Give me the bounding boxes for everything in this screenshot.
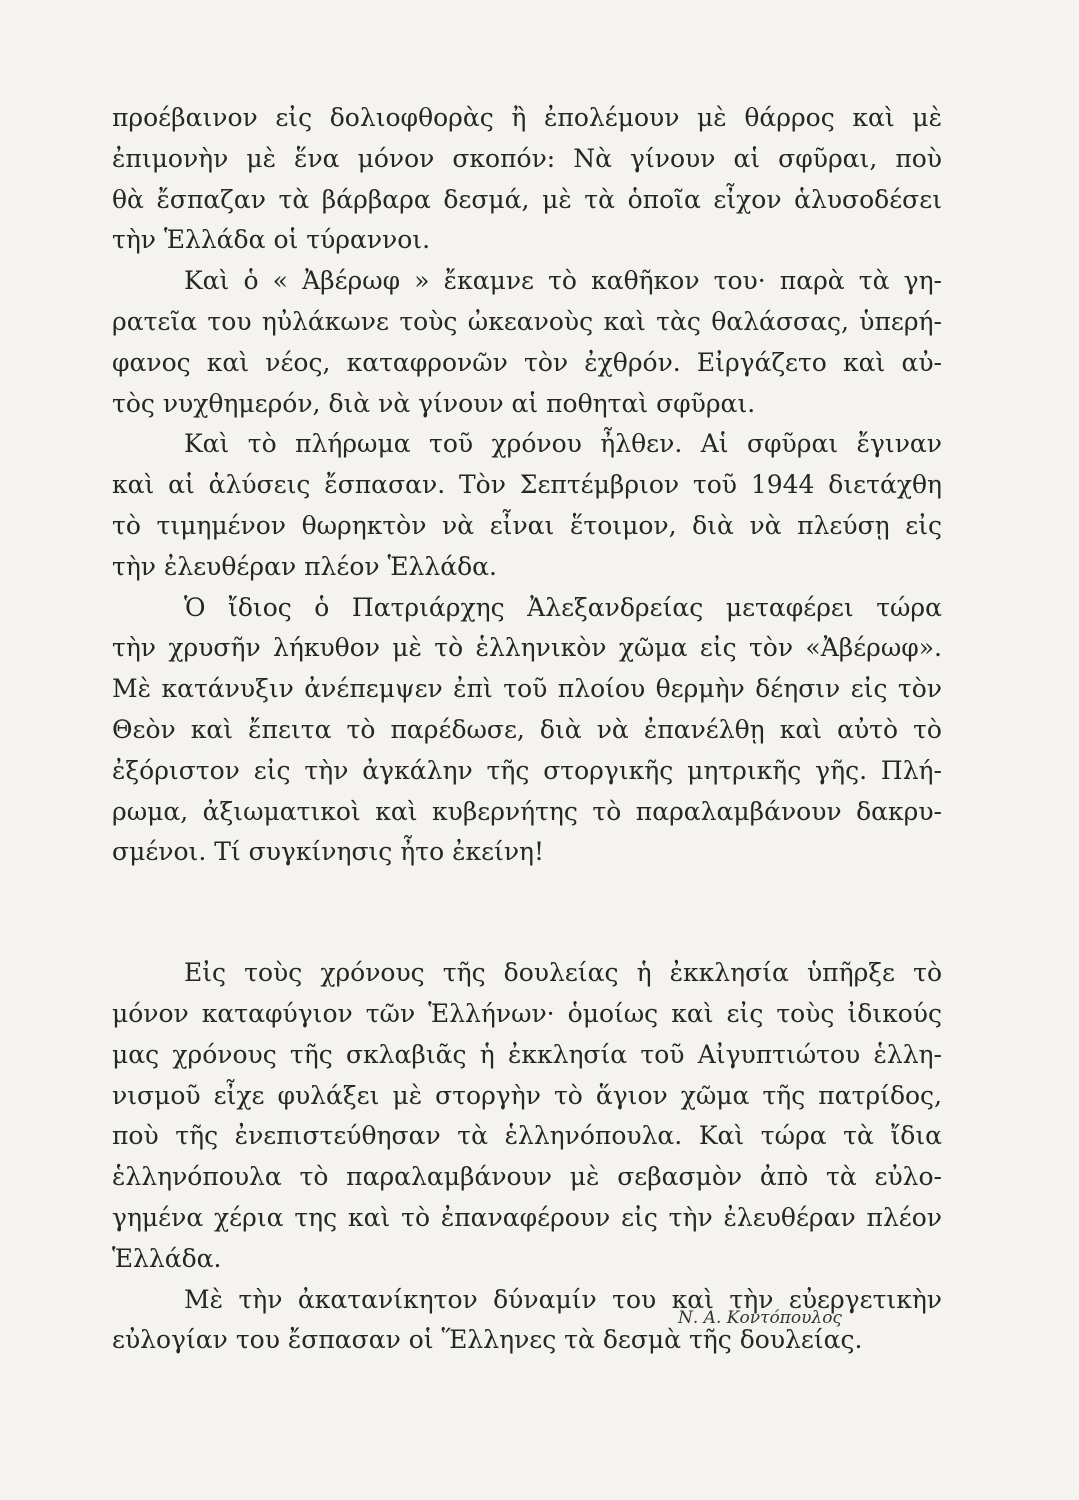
text-line: εὐλογίαν του ἔσπασαν οἱ Ἕλληνες τὰ δεσμὰ τῆς δουλείας. xyxy=(112,1325,863,1355)
text-line: τὴν χρυσῆν λήκυθον μὲ τὸ ἑλληνικὸν χῶμα εἰς τὸν «Ἀβέρωφ». xyxy=(112,633,942,663)
author-signature: Ν. Α. Κοντόπουλος xyxy=(678,1308,842,1328)
text-line: Μὲ τὴν ἀκατανίκητον δύναμίν του καὶ τὴν εὐεργετικὴν xyxy=(184,1284,942,1314)
text-line: προέβαινον εἰς δολιοφθορὰς ἢ ἐπολέμουν μὲ θάρρος καὶ μὲ xyxy=(112,103,942,132)
text-line: καὶ αἱ ἁλύσεις ἔσπασαν. Τὸν Σεπτέμβριον τοῦ 1944 διετάχθη xyxy=(112,470,942,500)
text-line: Ὁ ἴδιος ὁ Πατριάρχης Ἀλεξανδρείας μεταφέρει τώρα xyxy=(184,592,942,622)
text-line: τὴν Ἑλλάδα οἱ τύραννοι. xyxy=(112,225,431,255)
text-line: Μὲ κατάνυξιν ἀνέπεμψεν ἐπὶ τοῦ πλοίου θερμὴν δέησιν εἰς τὸν xyxy=(112,674,942,704)
section-break xyxy=(112,873,942,953)
text-line: μας χρόνους τῆς σκλαβιᾶς ἡ ἐκκλησία τοῦ Αἰγυπτιώτου ἑλλη- xyxy=(112,1039,942,1069)
paragraph-1 xyxy=(112,98,942,261)
text-line: Καὶ τὸ πλήρωμα τοῦ χρόνου ἦλθεν. Αἱ σφῦραι ἔγιναν xyxy=(184,429,942,459)
text-line: μόνον καταφύγιον τῶν Ἑλλήνων· ὁμοίως καὶ εἰς τοὺς ἰδικούς xyxy=(112,998,942,1028)
text-line: ρατεῖα του ηὐλάκωνε τοὺς ὠκεανοὺς καὶ τὰς θαλάσσας, ὑπερή- xyxy=(112,306,942,336)
text-line: φανος καὶ νέος, καταφρονῶν τὸν ἐχθρόν. Εἰργάζετο καὶ αὐ- xyxy=(112,347,942,377)
text-line: τὸ τιμημένον θωρηκτὸν νὰ εἶναι ἕτοιμον, διὰ νὰ πλεύσῃ εἰς xyxy=(112,510,942,540)
text-line: τὸς νυχθημερόν, διὰ νὰ γίνουν αἱ ποθηταὶ σφῦραι. xyxy=(112,388,756,418)
text-line: ρωμα, ἀξιωματικοὶ καὶ κυβερνήτης τὸ παραλαμβάνουν δακρυ- xyxy=(112,796,942,826)
text-line: ἐξόριστον εἰς τὴν ἀγκάλην τῆς στοργικῆς μητρικῆς γῆς. Πλή- xyxy=(112,755,942,785)
text-line: νισμοῦ εἶχε φυλάξει μὲ στοργὴν τὸ ἅγιον χῶμα τῆς πατρίδος, xyxy=(112,1080,942,1110)
paragraph-5 xyxy=(112,953,942,1279)
text-line: Καὶ ὁ « Ἀβέρωφ » ἔκαμνε τὸ καθῆκον του· παρὰ τὰ γη- xyxy=(184,266,942,296)
text-line: ποὺ τῆς ἐνεπιστεύθησαν τὰ ἑλληνόπουλα. Καὶ τώρα τὰ ἴδια xyxy=(112,1121,942,1151)
text-line: τὴν ἐλευθέραν πλέον Ἑλλάδα. xyxy=(112,551,497,581)
text-line: θὰ ἔσπαζαν τὰ βάρβαρα δεσμά, μὲ τὰ ὁποῖα εἶχον ἁλυσοδέσει xyxy=(112,184,942,214)
paragraph-3 xyxy=(112,424,942,587)
text-line: ἑλληνόπουλα τὸ παραλαμβάνουν μὲ σεβασμὸν ἀπὸ τὰ εὐλο- xyxy=(112,1162,942,1192)
text-line: ἐπιμονὴν μὲ ἕνα μόνον σκοπόν: Νὰ γίνουν αἱ σφῦραι, ποὺ xyxy=(112,143,942,173)
paragraph-2 xyxy=(112,261,942,424)
text-line: σμένοι. Τί συγκίνησις ἦτο ἐκείνη! xyxy=(112,837,545,867)
text-line: Εἰς τοὺς χρόνους τῆς δουλείας ἡ ἐκκλησία ὑπῆρξε τὸ xyxy=(184,958,942,988)
document-body xyxy=(112,98,942,1361)
paragraph-4 xyxy=(112,588,942,874)
text-line: Θεὸν καὶ ἔπειτα τὸ παρέδωσε, διὰ νὰ ἐπανέλθῃ καὶ αὐτὸ τὸ xyxy=(112,714,942,744)
text-line: γημένα χέρια της καὶ τὸ ἐπαναφέρουν εἰς τὴν ἐλευθέραν πλέον xyxy=(112,1202,942,1232)
text-line: Ἑλλάδα. xyxy=(112,1243,222,1273)
